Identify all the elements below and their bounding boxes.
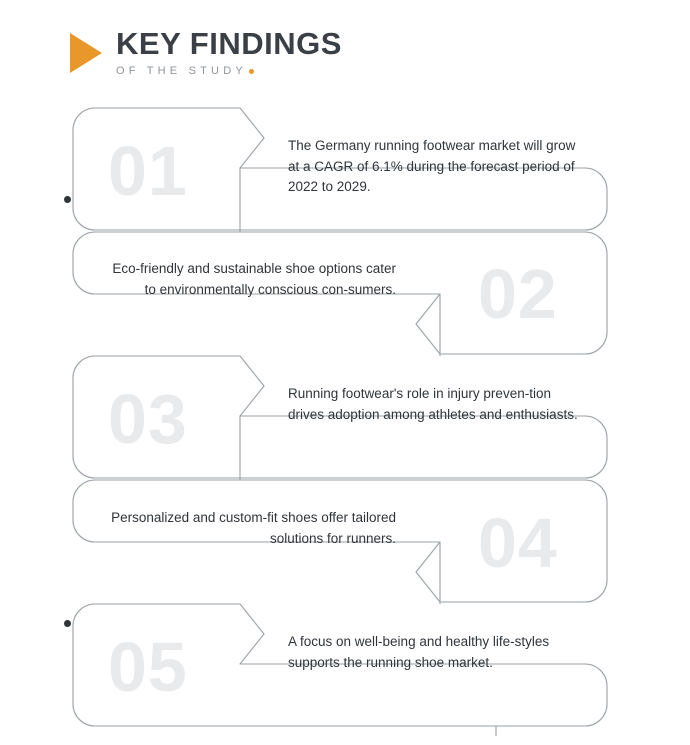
finding-text-03: Running footwear's role in injury preven-tion drives adoption among athletes and enthusiasts. bbox=[288, 386, 578, 422]
finding-number-01: 01 bbox=[108, 132, 188, 210]
title-block bbox=[116, 28, 342, 77]
page-header bbox=[68, 28, 342, 77]
finding-number-05: 05 bbox=[108, 628, 188, 706]
page-title: KEY FINDINGS bbox=[116, 26, 342, 61]
findings-diagram bbox=[0, 96, 690, 736]
finding-text-01: The Germany running footwear market will grow at a CAGR of 6.1% during the forecast period of 2022 to 2029. bbox=[288, 138, 576, 195]
chevron-right-icon bbox=[68, 31, 104, 75]
finding-text-04: Personalized and custom-fit shoes offer tailored solutions for runners. bbox=[111, 510, 396, 546]
page-subtitle-text: OF THE STUDY bbox=[116, 65, 247, 77]
bullet-dot-icon bbox=[64, 196, 71, 203]
page-subtitle bbox=[116, 65, 342, 77]
finding-number-04: 04 bbox=[478, 504, 558, 582]
subtitle-dot-icon bbox=[249, 69, 254, 74]
finding-text-05: A focus on well-being and healthy life-styles supports the running shoe market. bbox=[288, 634, 550, 670]
finding-number-03: 03 bbox=[108, 380, 188, 458]
finding-number-02: 02 bbox=[478, 255, 558, 333]
finding-text-02: Eco-friendly and sustainable shoe options cater to environmentally conscious con-sumers. bbox=[112, 261, 396, 297]
bullet-dot-icon bbox=[64, 620, 71, 627]
